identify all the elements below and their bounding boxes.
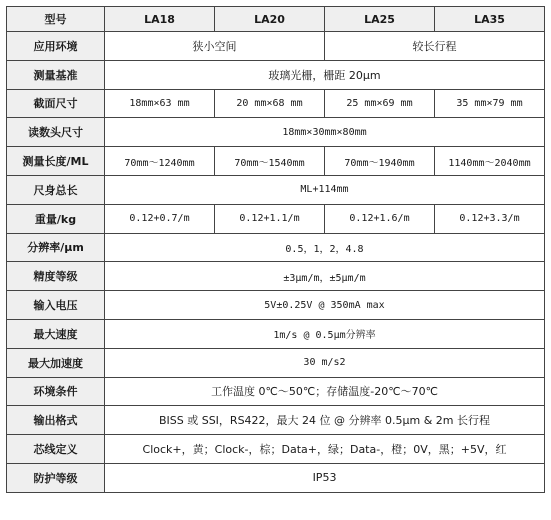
row-label: 最大速度: [7, 319, 105, 348]
header-model: 型号: [7, 7, 105, 32]
cell-value: 玻璃光栅，栅距 20μm: [105, 60, 545, 89]
row-label: 精度等级: [7, 262, 105, 291]
cell-value: 0.12+0.7/m: [105, 204, 215, 233]
row-measure-ref: [7, 60, 545, 89]
header-model-la35: LA35: [435, 7, 545, 32]
row-section: [7, 89, 545, 118]
row-environment: [7, 377, 545, 406]
row-voltage: [7, 291, 545, 320]
row-label: 重量/kg: [7, 204, 105, 233]
cell-value: 0.12+3.3/m: [435, 204, 545, 233]
cell-value: ±3μm/m，±5μm/m: [105, 262, 545, 291]
spec-table-container: [6, 6, 545, 493]
row-label: 最大加速度: [7, 348, 105, 377]
row-accuracy: [7, 262, 545, 291]
cell-long-travel: 较长行程: [325, 32, 545, 61]
cell-narrow-space: 狭小空间: [105, 32, 325, 61]
spec-table: [6, 6, 545, 493]
row-max-accel: [7, 348, 545, 377]
cell-value: 70mm～1240mm: [105, 147, 215, 176]
row-label: 测量基准: [7, 60, 105, 89]
cell-value: 18mm×63 mm: [105, 89, 215, 118]
row-total-length: [7, 175, 545, 204]
header-model-la20: LA20: [215, 7, 325, 32]
row-application: [7, 32, 545, 61]
cell-value: 0.5，1，2，4.8: [105, 233, 545, 262]
cell-value: 5V±0.25V @ 350mA max: [105, 291, 545, 320]
row-label: 截面尺寸: [7, 89, 105, 118]
cell-value: 0.12+1.1/m: [215, 204, 325, 233]
row-protection: [7, 463, 545, 492]
cell-value: 70mm～1540mm: [215, 147, 325, 176]
row-weight: [7, 204, 545, 233]
cell-value: IP53: [105, 463, 545, 492]
header-row: [7, 7, 545, 32]
row-max-speed: [7, 319, 545, 348]
cell-value: Clock+，黄；Clock-，棕；Data+，绿；Data-，橙；0V，黑；+5V，红: [105, 435, 545, 464]
row-label: 输入电压: [7, 291, 105, 320]
row-label: 尺身总长: [7, 175, 105, 204]
row-label: 读数头尺寸: [7, 118, 105, 147]
row-label: 输出格式: [7, 406, 105, 435]
cell-value: BISS 或 SSI，RS422，最大 24 位 @ 分辨率 0.5μm & 2m 长行程: [105, 406, 545, 435]
cell-value: 工作温度 0℃～50℃；存储温度-20℃～70℃: [105, 377, 545, 406]
row-output: [7, 406, 545, 435]
cell-value: 35 mm×79 mm: [435, 89, 545, 118]
cell-value: 20 mm×68 mm: [215, 89, 325, 118]
row-label: 应用环境: [7, 32, 105, 61]
cell-value: 25 mm×69 mm: [325, 89, 435, 118]
row-label: 芯线定义: [7, 435, 105, 464]
cell-value: 18mm×30mm×80mm: [105, 118, 545, 147]
cell-value: 30 m/s2: [105, 348, 545, 377]
row-reader: [7, 118, 545, 147]
cell-value: 70mm～1940mm: [325, 147, 435, 176]
row-label: 测量长度/ML: [7, 147, 105, 176]
row-label: 分辨率/μm: [7, 233, 105, 262]
row-measure-length: [7, 147, 545, 176]
row-label: 环境条件: [7, 377, 105, 406]
cell-value: 1m/s @ 0.5μm分辨率: [105, 319, 545, 348]
row-label: 防护等级: [7, 463, 105, 492]
header-model-la18: LA18: [105, 7, 215, 32]
cell-value: ML+114mm: [105, 175, 545, 204]
cell-value: 1140mm～2040mm: [435, 147, 545, 176]
header-model-la25: LA25: [325, 7, 435, 32]
row-wiring: [7, 435, 545, 464]
cell-value: 0.12+1.6/m: [325, 204, 435, 233]
row-resolution: [7, 233, 545, 262]
